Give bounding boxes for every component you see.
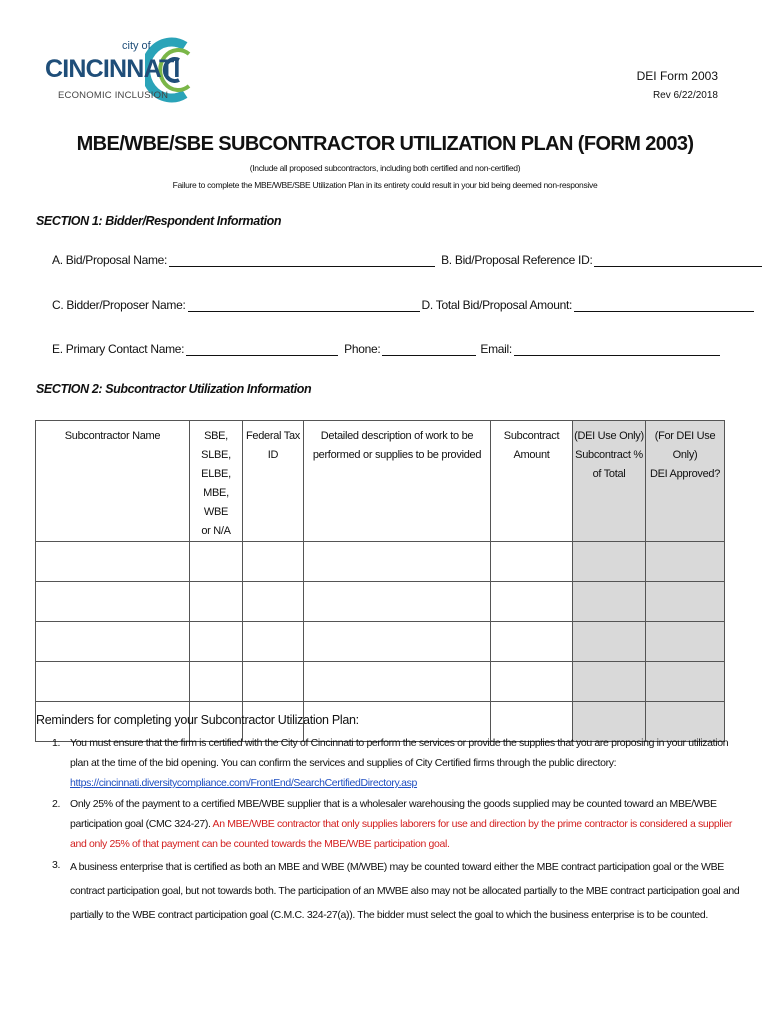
- phone-label: Phone:: [344, 342, 381, 356]
- logo-city-of: city of: [122, 40, 151, 52]
- form-rev: Rev 6/22/2018: [652, 90, 718, 101]
- col-work-description: Detailed description of work to be performed or supplies to be provided: [304, 421, 491, 542]
- field-row-3: [52, 342, 722, 356]
- approved-cell: [646, 662, 725, 702]
- col-subcontractor-name: Subcontractor Name: [36, 421, 190, 542]
- table-row: [36, 662, 725, 702]
- approved-cell: [646, 582, 725, 622]
- logo-subtitle: ECONOMIC INCLUSION: [58, 90, 169, 101]
- bidder-name-label: C. Bidder/Proposer Name:: [52, 298, 186, 312]
- bid-ref-label: B. Bid/Proposal Reference ID:: [441, 253, 593, 267]
- reminder-item-1: 1. You must ensure that the firm is certified with the City of Cincinnati to perform the services or provide the supplies that you are proposing in your utilization plan at the time of the bid opening. You can confirm the services and supplies of City Certified firms through the public directory: https://cincinnati.diversitycompliance.com/FrontEnd/SearchCertifiedDirectory.asp: [52, 737, 729, 789]
- field-row-2: [52, 298, 756, 312]
- description-cell[interactable]: [304, 582, 491, 622]
- subcontractor-name-cell[interactable]: [36, 542, 190, 582]
- bidder-name-field[interactable]: [188, 299, 420, 312]
- reminder-2-red-text: An MBE/WBE contractor that only supplies laborers for use and direction by the prime contractor is considered a supplier and only 25% of that payment can be counted towards the MBE/WBE participation goal.: [70, 818, 732, 850]
- email-label: Email:: [480, 342, 512, 356]
- col-subcontract-percent: (DEI Use Only) Subcontract % of Total: [573, 421, 646, 542]
- reminder-3-text: A business enterprise that is certified as both an MBE and WBE (M/WBE) may be counted toward either the MBE contract participation goal or the WBE contract participation goal, but not towards both. The participation of an MWBE also may not be allocated partially to the MBE contract participation goal and partially to the WBE contract participation goal (C.M.C. 324-27(a)). The bidder must select the goal to which the business enterprise is to be counted.: [70, 861, 740, 921]
- col-subcontract-amount: Subcontract Amount: [491, 421, 573, 542]
- percent-cell: [573, 582, 646, 622]
- description-cell[interactable]: [304, 662, 491, 702]
- amount-cell[interactable]: [491, 662, 573, 702]
- certification-cell[interactable]: [190, 582, 243, 622]
- bid-name-field[interactable]: [169, 254, 435, 267]
- percent-cell: [573, 622, 646, 662]
- subtitle-include: (Include all proposed subcontractors, including both certified and non-certified): [249, 163, 521, 173]
- section1-heading: SECTION 1: Bidder/Respondent Information: [36, 214, 282, 228]
- reminder-2-text: Only 25% of the payment to a certified MBE/WBE supplier that is a wholesaler warehousing the goods supplied may be counted toward an MBE/WBE participation goal (CMC 324-27).: [70, 798, 717, 830]
- col-federal-tax-id: Federal Tax ID: [243, 421, 304, 542]
- reminder-item-2: 2. Only 25% of the payment to a certified MBE/WBE supplier that is a wholesaler warehousing the goods supplied may be counted toward an MBE/WBE participation goal (CMC 324-27). An MBE/WBE contractor that only supplies laborers for use and direction by the prime contractor is considered a supplier and only 25% of that payment can be counted towards the MBE/WBE participation goal.: [52, 798, 732, 850]
- section2-heading: SECTION 2: Subcontractor Utilization Information: [36, 382, 312, 396]
- table-row: [36, 542, 725, 582]
- table-row: [36, 622, 725, 662]
- form-name: DEI Form 2003: [636, 69, 718, 83]
- total-amount-label: D. Total Bid/Proposal Amount:: [421, 298, 573, 312]
- contact-name-label: E. Primary Contact Name:: [52, 342, 185, 356]
- field-row-1: [52, 253, 764, 267]
- phone-field[interactable]: [382, 343, 476, 356]
- federal-tax-id-cell[interactable]: [243, 662, 304, 702]
- certification-cell[interactable]: [190, 542, 243, 582]
- form-id: [637, 66, 718, 106]
- federal-tax-id-cell[interactable]: [243, 542, 304, 582]
- description-cell[interactable]: [304, 622, 491, 662]
- subcontractor-table: [35, 420, 725, 742]
- directory-link[interactable]: https://cincinnati.diversitycompliance.com/FrontEnd/SearchCertifiedDirectory.asp: [70, 777, 418, 789]
- approved-cell: [646, 622, 725, 662]
- col-dei-approved: (For DEI Use Only) DEI Approved?: [646, 421, 725, 542]
- table-row: [36, 582, 725, 622]
- subcontractor-name-cell[interactable]: [36, 622, 190, 662]
- percent-cell: [573, 662, 646, 702]
- contact-name-field[interactable]: [186, 343, 338, 356]
- subcontractor-name-cell[interactable]: [36, 582, 190, 622]
- approved-cell: [646, 542, 725, 582]
- email-field[interactable]: [514, 343, 720, 356]
- subcontractor-name-cell[interactable]: [36, 662, 190, 702]
- reminders-title: Reminders for completing your Subcontractor Utilization Plan:: [36, 713, 359, 727]
- amount-cell[interactable]: [491, 582, 573, 622]
- reminder-item-3: 3. A business enterprise that is certified as both an MBE and WBE (M/WBE) may be counted toward either the MBE contract participation goal or the WBE contract participation goal, but not towards both. The participation of an MWBE also may not be allocated partially to the MBE contract participation goal and partially to the WBE contract participation goal (C.M.C. 324-27(a)). The bidder must select the goal to which the business enterprise is to be counted.: [52, 855, 742, 927]
- amount-cell[interactable]: [491, 542, 573, 582]
- bid-name-label: A. Bid/Proposal Name:: [52, 253, 168, 267]
- subtitle-warning: Failure to complete the MBE/WBE/SBE Utilization Plan in its entirety could result in your bid being deemed non-responsive: [172, 180, 598, 190]
- certification-cell[interactable]: [190, 622, 243, 662]
- bid-ref-field[interactable]: [594, 254, 762, 267]
- federal-tax-id-cell[interactable]: [243, 582, 304, 622]
- federal-tax-id-cell[interactable]: [243, 622, 304, 662]
- page-title: MBE/WBE/SBE SUBCONTRACTOR UTILIZATION PLAN (FORM 2003): [76, 133, 694, 155]
- table-header-row: [36, 421, 725, 542]
- logo-name: CINCINNATI: [45, 55, 180, 83]
- total-amount-field[interactable]: [574, 299, 754, 312]
- reminder-1-text: You must ensure that the firm is certified with the City of Cincinnati to perform the services or provide the supplies that you are proposing in your utilization plan at the time of the bid opening. You can confirm the services and supplies of City Certified firms through the public directory:: [70, 737, 729, 769]
- certification-cell[interactable]: [190, 662, 243, 702]
- description-cell[interactable]: [304, 542, 491, 582]
- percent-cell: [573, 542, 646, 582]
- amount-cell[interactable]: [491, 622, 573, 662]
- col-certification-type: SBE, SLBE, ELBE, MBE, WBE or N/A: [190, 421, 243, 542]
